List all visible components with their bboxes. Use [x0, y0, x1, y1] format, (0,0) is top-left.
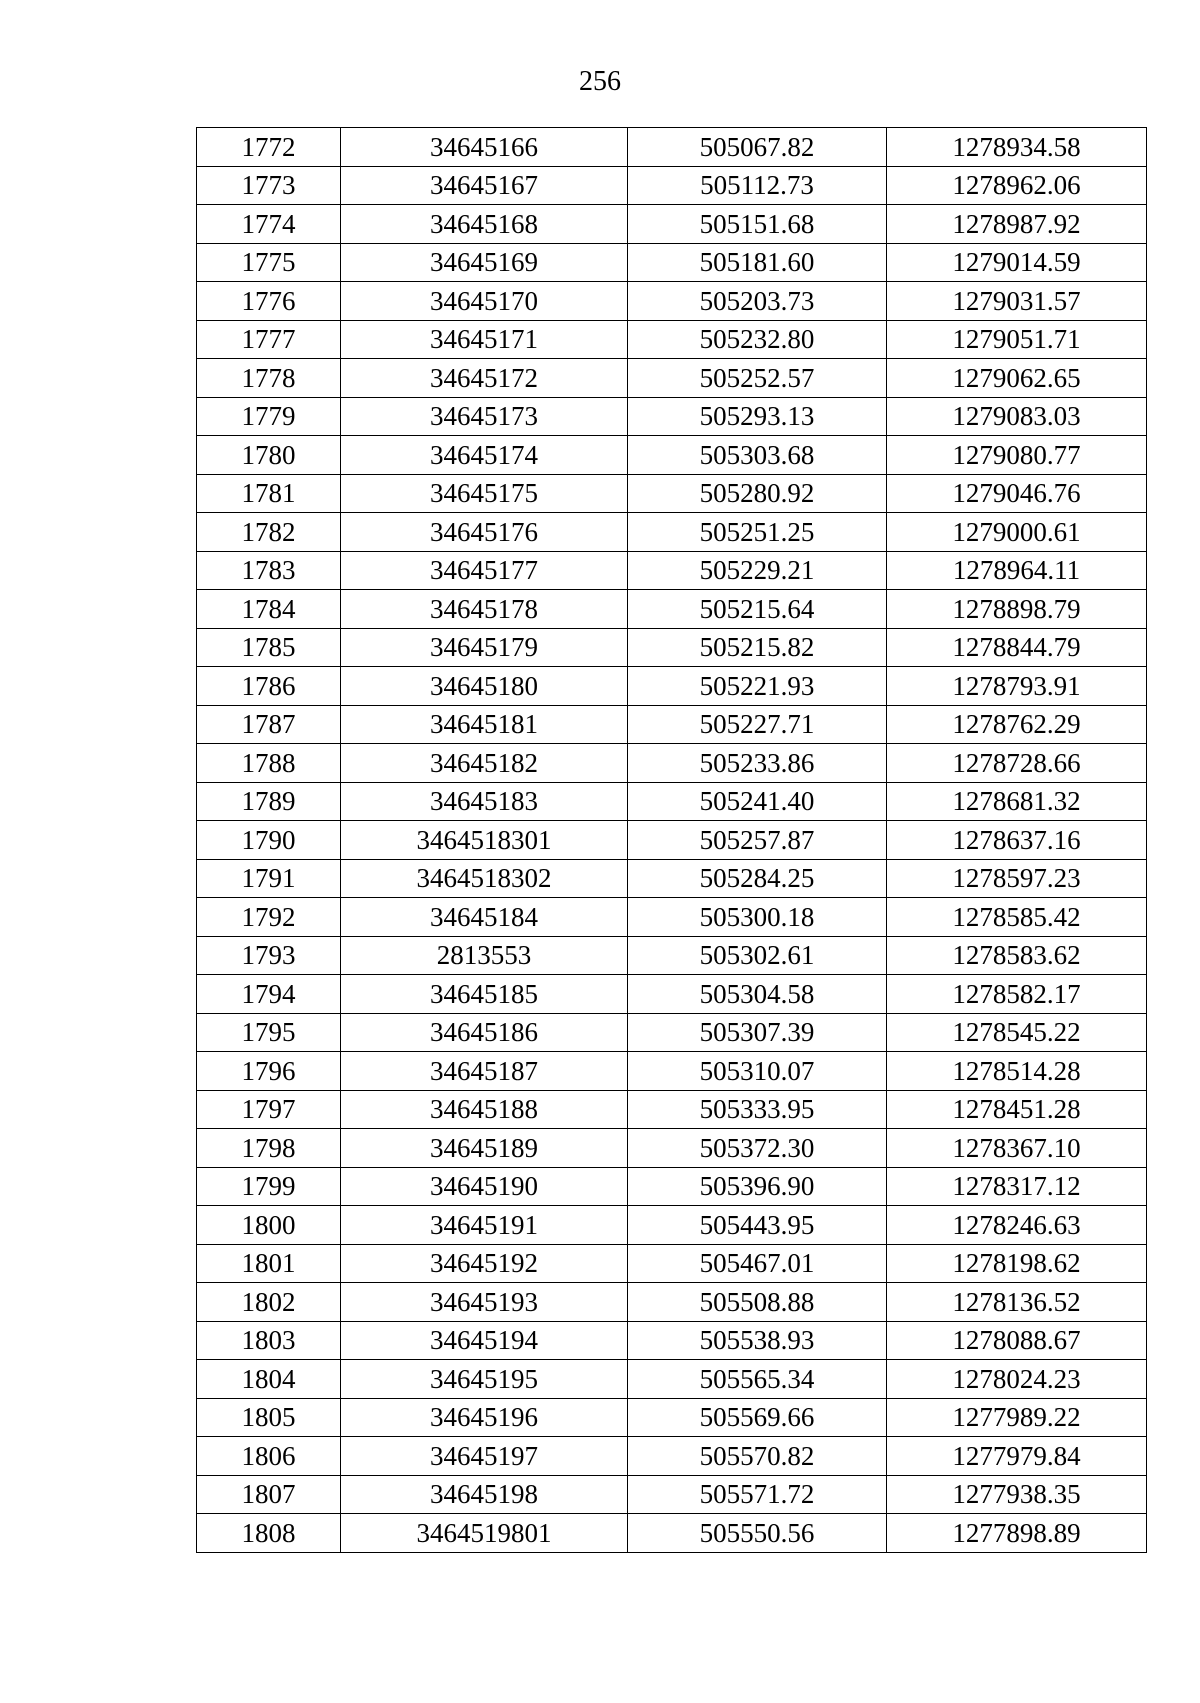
table-row [197, 436, 1147, 475]
point-id-cell: 34645174 [341, 436, 628, 475]
table-row [197, 1206, 1147, 1245]
table-row [197, 898, 1147, 937]
x-coordinate-cell: 505233.86 [628, 744, 887, 783]
point-id-cell: 34645190 [341, 1167, 628, 1206]
point-number-cell: 1773 [197, 166, 341, 205]
point-number-cell: 1777 [197, 320, 341, 359]
y-coordinate-cell: 1278585.42 [887, 898, 1147, 937]
y-coordinate-cell: 1279051.71 [887, 320, 1147, 359]
x-coordinate-cell: 505302.61 [628, 936, 887, 975]
point-number-cell: 1785 [197, 628, 341, 667]
y-coordinate-cell: 1278898.79 [887, 590, 1147, 629]
point-id-cell: 34645192 [341, 1244, 628, 1283]
y-coordinate-cell: 1278637.16 [887, 821, 1147, 860]
x-coordinate-cell: 505252.57 [628, 359, 887, 398]
x-coordinate-cell: 505396.90 [628, 1167, 887, 1206]
point-number-cell: 1797 [197, 1090, 341, 1129]
point-number-cell: 1772 [197, 128, 341, 167]
x-coordinate-cell: 505443.95 [628, 1206, 887, 1245]
y-coordinate-cell: 1278198.62 [887, 1244, 1147, 1283]
point-id-cell: 34645187 [341, 1052, 628, 1091]
y-coordinate-cell: 1278024.23 [887, 1360, 1147, 1399]
point-id-cell: 34645167 [341, 166, 628, 205]
point-id-cell: 34645171 [341, 320, 628, 359]
x-coordinate-cell: 505303.68 [628, 436, 887, 475]
point-number-cell: 1808 [197, 1514, 341, 1553]
point-id-cell: 2813553 [341, 936, 628, 975]
x-coordinate-cell: 505221.93 [628, 667, 887, 706]
x-coordinate-cell: 505508.88 [628, 1283, 887, 1322]
table-row [197, 1013, 1147, 1052]
y-coordinate-cell: 1278545.22 [887, 1013, 1147, 1052]
x-coordinate-cell: 505203.73 [628, 282, 887, 321]
table-row [197, 590, 1147, 629]
point-id-cell: 34645186 [341, 1013, 628, 1052]
table-row [197, 243, 1147, 282]
y-coordinate-cell: 1278964.11 [887, 551, 1147, 590]
point-number-cell: 1780 [197, 436, 341, 475]
y-coordinate-cell: 1278246.63 [887, 1206, 1147, 1245]
point-number-cell: 1789 [197, 782, 341, 821]
y-coordinate-cell: 1278583.62 [887, 936, 1147, 975]
table-row [197, 1244, 1147, 1283]
point-id-cell: 34645185 [341, 975, 628, 1014]
x-coordinate-cell: 505280.92 [628, 474, 887, 513]
y-coordinate-cell: 1279000.61 [887, 513, 1147, 552]
y-coordinate-cell: 1278597.23 [887, 859, 1147, 898]
point-id-cell: 34645169 [341, 243, 628, 282]
table-row [197, 513, 1147, 552]
point-number-cell: 1804 [197, 1360, 341, 1399]
point-number-cell: 1781 [197, 474, 341, 513]
x-coordinate-cell: 505569.66 [628, 1398, 887, 1437]
table-row [197, 205, 1147, 244]
y-coordinate-cell: 1278934.58 [887, 128, 1147, 167]
x-coordinate-cell: 505227.71 [628, 705, 887, 744]
point-number-cell: 1807 [197, 1475, 341, 1514]
point-number-cell: 1792 [197, 898, 341, 937]
x-coordinate-cell: 505310.07 [628, 1052, 887, 1091]
point-number-cell: 1800 [197, 1206, 341, 1245]
point-id-cell: 34645170 [341, 282, 628, 321]
point-id-cell: 34645191 [341, 1206, 628, 1245]
x-coordinate-cell: 505293.13 [628, 397, 887, 436]
y-coordinate-cell: 1278844.79 [887, 628, 1147, 667]
table-row [197, 1167, 1147, 1206]
point-id-cell: 34645197 [341, 1437, 628, 1476]
point-id-cell: 34645183 [341, 782, 628, 821]
point-id-cell: 34645193 [341, 1283, 628, 1322]
point-number-cell: 1806 [197, 1437, 341, 1476]
point-number-cell: 1787 [197, 705, 341, 744]
table-row [197, 128, 1147, 167]
y-coordinate-cell: 1279083.03 [887, 397, 1147, 436]
x-coordinate-cell: 505565.34 [628, 1360, 887, 1399]
y-coordinate-cell: 1278987.92 [887, 205, 1147, 244]
x-coordinate-cell: 505215.82 [628, 628, 887, 667]
x-coordinate-cell: 505333.95 [628, 1090, 887, 1129]
coordinates-table [196, 127, 1147, 1553]
point-number-cell: 1786 [197, 667, 341, 706]
table-row [197, 628, 1147, 667]
point-id-cell: 34645198 [341, 1475, 628, 1514]
point-id-cell: 34645180 [341, 667, 628, 706]
table-row [197, 936, 1147, 975]
table-row [197, 397, 1147, 436]
table-row [197, 1437, 1147, 1476]
x-coordinate-cell: 505215.64 [628, 590, 887, 629]
x-coordinate-cell: 505257.87 [628, 821, 887, 860]
point-id-cell: 3464518302 [341, 859, 628, 898]
x-coordinate-cell: 505229.21 [628, 551, 887, 590]
y-coordinate-cell: 1278762.29 [887, 705, 1147, 744]
table-row [197, 782, 1147, 821]
y-coordinate-cell: 1278514.28 [887, 1052, 1147, 1091]
x-coordinate-cell: 505550.56 [628, 1514, 887, 1553]
point-number-cell: 1782 [197, 513, 341, 552]
point-id-cell: 34645195 [341, 1360, 628, 1399]
y-coordinate-cell: 1278367.10 [887, 1129, 1147, 1168]
point-id-cell: 34645178 [341, 590, 628, 629]
y-coordinate-cell: 1279046.76 [887, 474, 1147, 513]
point-id-cell: 34645166 [341, 128, 628, 167]
y-coordinate-cell: 1278681.32 [887, 782, 1147, 821]
point-id-cell: 34645176 [341, 513, 628, 552]
point-id-cell: 34645175 [341, 474, 628, 513]
x-coordinate-cell: 505232.80 [628, 320, 887, 359]
table-row [197, 1475, 1147, 1514]
point-number-cell: 1803 [197, 1321, 341, 1360]
x-coordinate-cell: 505300.18 [628, 898, 887, 937]
point-number-cell: 1783 [197, 551, 341, 590]
x-coordinate-cell: 505241.40 [628, 782, 887, 821]
table-row [197, 166, 1147, 205]
point-number-cell: 1805 [197, 1398, 341, 1437]
x-coordinate-cell: 505570.82 [628, 1437, 887, 1476]
point-number-cell: 1778 [197, 359, 341, 398]
y-coordinate-cell: 1278962.06 [887, 166, 1147, 205]
point-number-cell: 1776 [197, 282, 341, 321]
table-row [197, 474, 1147, 513]
y-coordinate-cell: 1279014.59 [887, 243, 1147, 282]
x-coordinate-cell: 505304.58 [628, 975, 887, 1014]
table-row [197, 975, 1147, 1014]
table-row [197, 359, 1147, 398]
table-row [197, 667, 1147, 706]
table-body [197, 128, 1147, 1553]
table-row [197, 1052, 1147, 1091]
table-row [197, 282, 1147, 321]
point-number-cell: 1799 [197, 1167, 341, 1206]
point-number-cell: 1774 [197, 205, 341, 244]
x-coordinate-cell: 505151.68 [628, 205, 887, 244]
point-number-cell: 1801 [197, 1244, 341, 1283]
point-id-cell: 34645181 [341, 705, 628, 744]
x-coordinate-cell: 505467.01 [628, 1244, 887, 1283]
point-id-cell: 34645188 [341, 1090, 628, 1129]
point-number-cell: 1802 [197, 1283, 341, 1322]
x-coordinate-cell: 505538.93 [628, 1321, 887, 1360]
y-coordinate-cell: 1278088.67 [887, 1321, 1147, 1360]
point-id-cell: 3464518301 [341, 821, 628, 860]
point-number-cell: 1795 [197, 1013, 341, 1052]
point-id-cell: 34645173 [341, 397, 628, 436]
x-coordinate-cell: 505307.39 [628, 1013, 887, 1052]
table-row [197, 320, 1147, 359]
table-row [197, 1321, 1147, 1360]
point-id-cell: 34645168 [341, 205, 628, 244]
y-coordinate-cell: 1277938.35 [887, 1475, 1147, 1514]
point-number-cell: 1798 [197, 1129, 341, 1168]
y-coordinate-cell: 1279062.65 [887, 359, 1147, 398]
point-number-cell: 1779 [197, 397, 341, 436]
point-id-cell: 34645177 [341, 551, 628, 590]
table-row [197, 551, 1147, 590]
table-row [197, 1129, 1147, 1168]
point-id-cell: 34645196 [341, 1398, 628, 1437]
x-coordinate-cell: 505112.73 [628, 166, 887, 205]
point-number-cell: 1788 [197, 744, 341, 783]
y-coordinate-cell: 1277898.89 [887, 1514, 1147, 1553]
table-row [197, 821, 1147, 860]
y-coordinate-cell: 1278451.28 [887, 1090, 1147, 1129]
point-number-cell: 1784 [197, 590, 341, 629]
point-number-cell: 1791 [197, 859, 341, 898]
table-row [197, 1398, 1147, 1437]
table-row [197, 1090, 1147, 1129]
table-row [197, 1283, 1147, 1322]
x-coordinate-cell: 505067.82 [628, 128, 887, 167]
table-row [197, 705, 1147, 744]
point-number-cell: 1796 [197, 1052, 341, 1091]
point-number-cell: 1775 [197, 243, 341, 282]
point-id-cell: 34645189 [341, 1129, 628, 1168]
page-number: 256 [579, 66, 621, 97]
y-coordinate-cell: 1278728.66 [887, 744, 1147, 783]
x-coordinate-cell: 505181.60 [628, 243, 887, 282]
y-coordinate-cell: 1278317.12 [887, 1167, 1147, 1206]
y-coordinate-cell: 1277979.84 [887, 1437, 1147, 1476]
point-id-cell: 34645184 [341, 898, 628, 937]
point-id-cell: 3464519801 [341, 1514, 628, 1553]
point-id-cell: 34645172 [341, 359, 628, 398]
table-row [197, 744, 1147, 783]
y-coordinate-cell: 1278793.91 [887, 667, 1147, 706]
y-coordinate-cell: 1279080.77 [887, 436, 1147, 475]
x-coordinate-cell: 505571.72 [628, 1475, 887, 1514]
point-id-cell: 34645182 [341, 744, 628, 783]
table-row [197, 1514, 1147, 1553]
x-coordinate-cell: 505372.30 [628, 1129, 887, 1168]
point-number-cell: 1794 [197, 975, 341, 1014]
x-coordinate-cell: 505251.25 [628, 513, 887, 552]
table-row [197, 1360, 1147, 1399]
y-coordinate-cell: 1279031.57 [887, 282, 1147, 321]
point-number-cell: 1793 [197, 936, 341, 975]
point-id-cell: 34645194 [341, 1321, 628, 1360]
x-coordinate-cell: 505284.25 [628, 859, 887, 898]
y-coordinate-cell: 1277989.22 [887, 1398, 1147, 1437]
y-coordinate-cell: 1278136.52 [887, 1283, 1147, 1322]
point-number-cell: 1790 [197, 821, 341, 860]
table-row [197, 859, 1147, 898]
y-coordinate-cell: 1278582.17 [887, 975, 1147, 1014]
point-id-cell: 34645179 [341, 628, 628, 667]
